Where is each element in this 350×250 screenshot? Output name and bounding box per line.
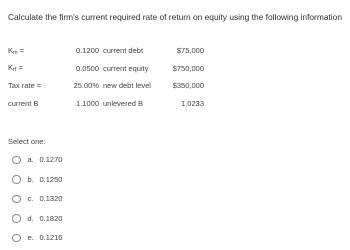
radio-button-d[interactable] bbox=[12, 214, 21, 223]
option-text: 0.1820 bbox=[39, 213, 63, 223]
option-text: 0.1320 bbox=[39, 194, 63, 204]
option-b[interactable] bbox=[12, 170, 62, 190]
radio-button-e[interactable] bbox=[12, 234, 21, 243]
label-current-debt: current debt bbox=[103, 46, 144, 56]
option-letter: b. bbox=[27, 174, 34, 184]
table-row bbox=[8, 95, 204, 113]
label-new-debt-level: new debt level bbox=[103, 81, 151, 91]
label-km: $K_m$ = bbox=[8, 45, 25, 56]
value-current-equity: $750,000 bbox=[172, 63, 204, 73]
table-row bbox=[8, 60, 204, 78]
option-letter: c. bbox=[27, 194, 34, 204]
option-text: 0.1216 bbox=[39, 233, 63, 243]
value-new-debt-level: $350,000 bbox=[172, 81, 204, 91]
option-text: 0.1270 bbox=[39, 155, 63, 165]
option-e[interactable] bbox=[12, 228, 62, 248]
answer-options bbox=[12, 150, 62, 248]
value-km: 0.1200 bbox=[76, 46, 99, 56]
label-current-equity: current equity bbox=[103, 63, 149, 73]
value-current-beta: 1.1000 bbox=[76, 98, 99, 108]
option-letter: a. bbox=[27, 155, 34, 165]
label-tax-rate: Tax rate = bbox=[8, 81, 42, 91]
question-text: Calculate the firm's current required rate of return on equity using the following information bbox=[8, 12, 342, 22]
radio-button-c[interactable] bbox=[12, 195, 21, 204]
value-current-debt: $75,000 bbox=[176, 46, 204, 56]
value-unlevered-beta: 1.0233 bbox=[181, 98, 204, 108]
given-data-table bbox=[8, 42, 204, 112]
value-tax-rate: 25.00% bbox=[73, 81, 99, 91]
label-krf: $K_{rf}$ = bbox=[8, 63, 23, 74]
option-a[interactable] bbox=[12, 150, 62, 170]
select-one-prompt: Select one: bbox=[8, 137, 46, 146]
option-text: 0.1250 bbox=[39, 174, 63, 184]
radio-button-a[interactable] bbox=[12, 156, 21, 165]
option-letter: d. bbox=[27, 213, 34, 223]
option-c[interactable] bbox=[12, 189, 62, 209]
table-row bbox=[8, 77, 204, 95]
value-krf: 0.0500 bbox=[76, 63, 99, 73]
table-row bbox=[8, 42, 204, 60]
label-unlevered-beta: unlevered B bbox=[103, 98, 144, 108]
option-d[interactable] bbox=[12, 209, 62, 229]
radio-button-b[interactable] bbox=[12, 175, 21, 184]
label-current-beta: current B bbox=[8, 98, 39, 108]
option-letter: e. bbox=[27, 233, 34, 243]
